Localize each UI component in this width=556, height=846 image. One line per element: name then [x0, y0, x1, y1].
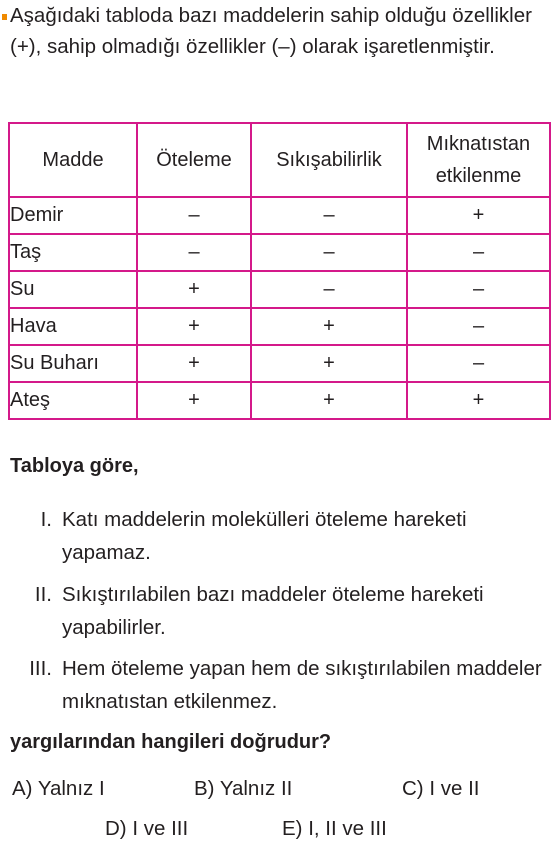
table-row	[9, 308, 550, 345]
cell-substance: Taş	[9, 234, 137, 271]
cell-miknatis: +	[407, 382, 550, 419]
cell-sikisabilirlik: +	[251, 308, 407, 345]
cell-miknatis: –	[407, 308, 550, 345]
option-c[interactable]: C) I ve II	[402, 777, 480, 800]
cell-sikisabilirlik: –	[251, 197, 407, 234]
cell-substance: Demir	[9, 197, 137, 234]
option-d[interactable]: D) I ve III	[105, 817, 189, 840]
statement-text: Sıkıştırılabilen bazı maddeler öteleme hareketi yapabilirler.	[62, 583, 484, 639]
statement-3	[0, 652, 556, 722]
cell-sikisabilirlik: +	[251, 382, 407, 419]
statement-2	[0, 578, 556, 648]
header-miknatis: Mıknatıstan etkilenme	[407, 123, 550, 197]
header-madde: Madde	[9, 123, 137, 197]
cell-substance: Hava	[9, 308, 137, 345]
table-row	[9, 382, 550, 419]
cell-miknatis: –	[407, 271, 550, 308]
cell-substance: Su	[9, 271, 137, 308]
statement-text: Katı maddelerin molekülleri öteleme hareketi yapamaz.	[62, 508, 467, 564]
table-row	[9, 271, 550, 308]
cell-sikisabilirlik: +	[251, 345, 407, 382]
option-e[interactable]: E) I, II ve III	[282, 817, 387, 840]
option-b[interactable]: B) Yalnız II	[194, 777, 293, 800]
table-header-row	[9, 123, 550, 197]
cell-oteleme: –	[137, 234, 251, 271]
question-prompt: yargılarından hangileri doğrudur?	[10, 731, 332, 753]
statement-number: II.	[34, 583, 52, 606]
statement-1	[0, 503, 556, 573]
cell-sikisabilirlik: –	[251, 234, 407, 271]
intro-text: Aşağıdaki tabloda bazı maddelerin sahip olduğu özellikler (+), sahip olmadığı özellikler (–) olarak işaretlenmiştir.	[10, 4, 532, 58]
cell-oteleme: +	[137, 308, 251, 345]
cell-miknatis: +	[407, 197, 550, 234]
statement-number: III.	[29, 657, 52, 680]
cell-substance: Ateş	[9, 382, 137, 419]
cell-sikisabilirlik: –	[251, 271, 407, 308]
question-lead: Tabloya göre,	[10, 455, 139, 477]
cell-oteleme: +	[137, 345, 251, 382]
table-row	[9, 197, 550, 234]
cell-miknatis: –	[407, 234, 550, 271]
header-sikisabilirlik: Sıkışabilirlik	[251, 123, 407, 197]
header-oteleme: Öteleme	[137, 123, 251, 197]
cell-oteleme: +	[137, 271, 251, 308]
cell-miknatis: –	[407, 345, 550, 382]
table-row	[9, 234, 550, 271]
properties-table	[8, 122, 551, 420]
cell-oteleme: +	[137, 382, 251, 419]
cell-substance: Su Buharı	[9, 345, 137, 382]
statement-number: I.	[40, 508, 52, 531]
cell-oteleme: –	[137, 197, 251, 234]
table-row	[9, 345, 550, 382]
option-a[interactable]: A) Yalnız I	[12, 777, 105, 800]
statement-text: Hem öteleme yapan hem de sıkıştırılabilen maddeler mıknatıstan etkilenmez.	[62, 657, 542, 713]
question-bullet-mark	[2, 14, 7, 20]
